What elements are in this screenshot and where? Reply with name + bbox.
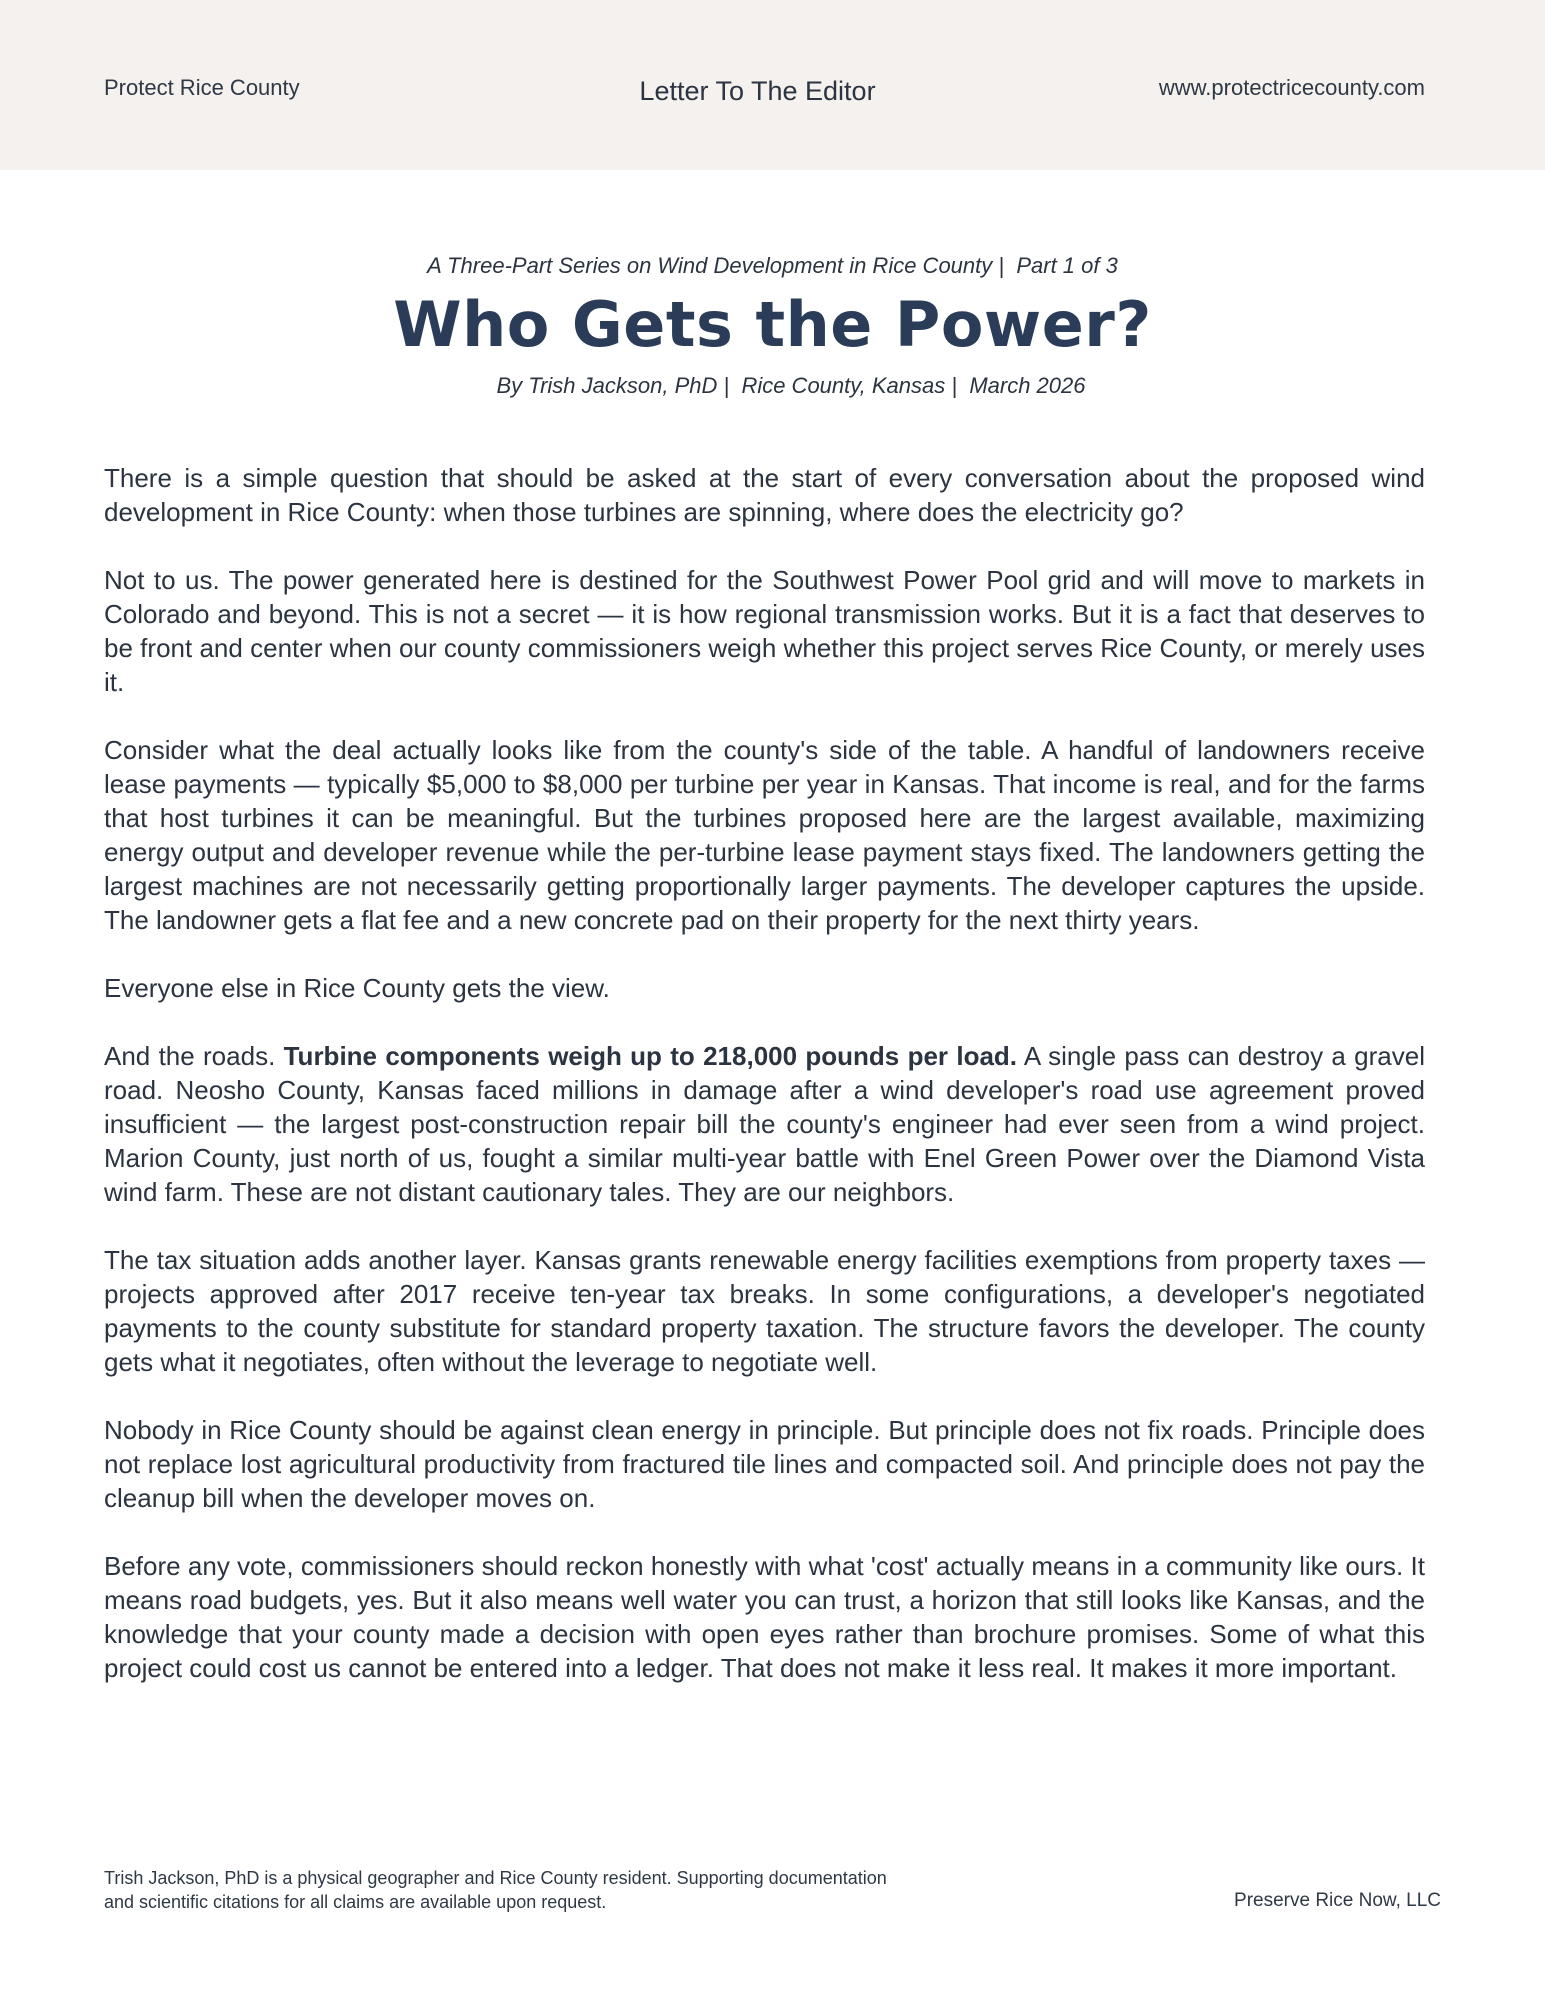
date: March 2026 [969,373,1086,398]
location: Rice County, Kansas [741,373,946,398]
publisher-name: Preserve Rice Now, LLC [1234,1890,1441,1911]
paragraph: Not to us. The power generated here is destined for the Southwest Power Pool grid and will move to markets in Colorado and beyond. This is not a secret — it is how regional transmission works. But it is a fact that deserves to be front and center when our county commissioners weigh whether this project serves Rice County, or merely uses it. [104,565,1425,697]
part-label: Part 1 of 3 [1016,253,1118,278]
series-title: A Three-Part Series on Wind Development in Rice County [427,253,993,278]
organization-name: Protect Rice County [104,75,300,100]
series-line [0,253,1545,279]
author-note-line: and scientific citations for all claims are available upon request. [104,1892,607,1912]
byline [0,373,1545,399]
separator: | [992,253,1017,278]
document-type: Letter To The Editor [639,76,876,106]
paragraph: Nobody in Rice County should be against clean energy in principle. But principle does not fix roads. Principle does not replace lost agricultural productivity from fractured tile lines and compacted soil. And principle does not pay the cleanup bill when the developer moves on. [104,1415,1425,1513]
author-note-line: Trish Jackson, PhD is a physical geographer and Rice County resident. Supporting documentation [104,1868,887,1888]
paragraph: Everyone else in Rice County gets the view. [104,973,610,1003]
header-band [0,0,1545,170]
paragraph: Before any vote, commissioners should reckon honestly with what 'cost' actually means in a community like ours. It means road budgets, yes. But it also means well water you can trust, a horizon that still looks like Kansas, and the knowledge that your county made a decision with open eyes rather than brochure promises. Some of what this project could cost us cannot be entered into a ledger. That does not make it less real. It makes it more important. [104,1551,1425,1683]
separator: | [945,373,970,398]
paragraph: Consider what the deal actually looks like from the county's side of the table. A handful of landowners receive lease payments — typically $5,000 to $8,000 per turbine per year in Kansas. That income is real, and for the farms that host turbines it can be meaningful. But the turbines proposed here are the largest available, maximizing energy output and developer revenue while the per-turbine lease payment stays fixed. The landowners getting the largest machines are not necessarily getting proportionally larger payments. The developer captures the upside. The landowner gets a flat fee and a new concrete pad on their property for the next thirty years. [104,735,1425,935]
paragraph-lead: And the roads. [104,1041,276,1071]
article-title: Who Gets the Power? [393,288,1152,361]
author: By Trish Jackson, PhD [496,373,718,398]
separator: | [717,373,742,398]
author-note [104,1866,1004,1914]
paragraph-rest: A single pass can destroy a gravel road. Neosho County, Kansas faced millions in damage after a wind developer's road use agreement proved insufficient — the largest post-construction repair bill the county's engineer had ever seen from a wind project. Marion County, just north of us, fought a similar multi-year battle with Enel Green Power over the Diamond Vista wind farm. These are not distant cautionary tales. They are our neighbors. [104,1041,1425,1207]
website-url: www.protectricecounty.com [1158,75,1425,100]
paragraph [104,1039,1425,1209]
article-body [104,461,1425,1719]
bold-emphasis: Turbine components weigh up to 218,000 pounds per load. [283,1041,1018,1071]
paragraph: There is a simple question that should be asked at the start of every conversation about the proposed wind development in Rice County: when those turbines are spinning, where does the electricity go? [104,463,1425,527]
paragraph: The tax situation adds another layer. Kansas grants renewable energy facilities exemptions from property taxes — projects approved after 2017 receive ten-year tax breaks. In some configurations, a developer's negotiated payments to the county substitute for standard property taxation. The structure favors the developer. The county gets what it negotiates, often without the leverage to negotiate well. [104,1245,1425,1377]
